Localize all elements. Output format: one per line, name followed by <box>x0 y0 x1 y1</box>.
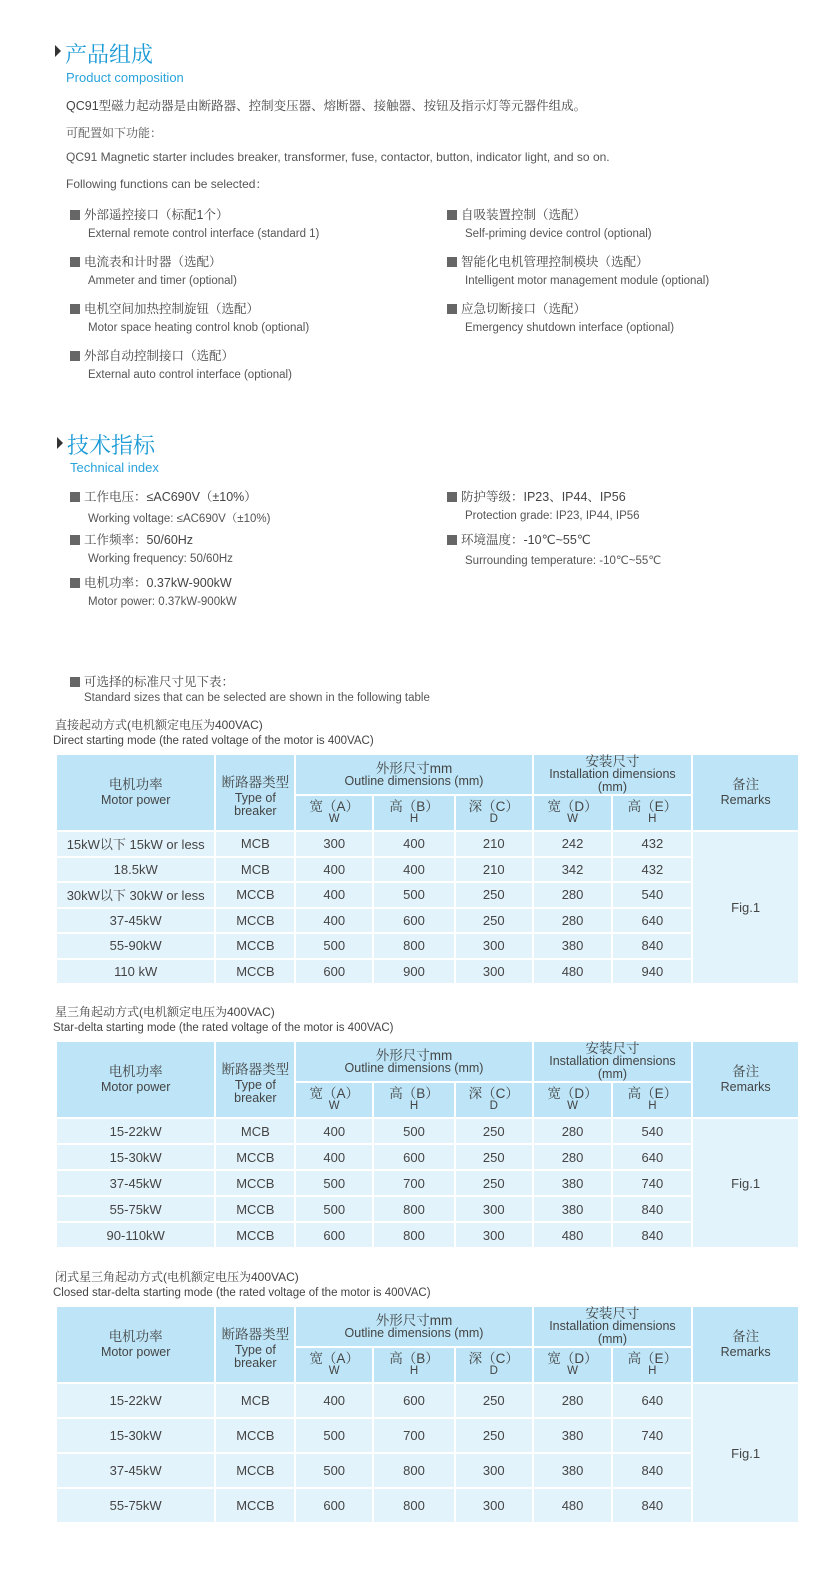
bullet-square-icon <box>70 304 80 314</box>
table-cell: 740 <box>612 1170 692 1196</box>
table-cell: 500 <box>373 1118 455 1144</box>
table-cell: 500 <box>295 1453 373 1488</box>
table-row <box>56 1488 799 1523</box>
table-cell: 380 <box>533 1453 613 1488</box>
table-cell: 55-90kW <box>56 933 215 959</box>
header-motor-power: 电机功率 Motor power <box>56 754 215 831</box>
table-cell: 840 <box>612 1488 692 1523</box>
feature-cn: 智能化电机管理控制模块（选配） <box>461 255 649 269</box>
table-cell: 900 <box>373 959 455 985</box>
section-marker-icon <box>55 45 61 57</box>
table-row <box>56 1144 799 1170</box>
feature-item <box>447 205 586 223</box>
table-cell: 500 <box>295 1170 373 1196</box>
table-cell: 30kW以下 30kW or less <box>56 882 215 908</box>
table-cell: 540 <box>612 1118 692 1144</box>
table-cell: 210 <box>455 831 533 857</box>
bullet-square-icon <box>70 257 80 267</box>
table-cell: 250 <box>455 1144 533 1170</box>
table-cell: MCCB <box>215 908 295 934</box>
table-row <box>56 882 799 908</box>
table-cell: 600 <box>295 1222 373 1248</box>
header-col: 高（B） H <box>373 795 455 831</box>
section-title: 产品组成 <box>65 42 154 67</box>
table-cell: 700 <box>373 1170 455 1196</box>
table-cell: 250 <box>455 908 533 934</box>
table-cell: 400 <box>295 1144 373 1170</box>
feature-item <box>447 530 591 548</box>
feature-cn: 电机空间加热控制旋钮（选配） <box>84 302 260 316</box>
table-cell: 640 <box>612 1383 692 1418</box>
feature-en: External remote control interface (standard 1) <box>88 228 320 240</box>
table-cell: 15-30kW <box>56 1418 215 1453</box>
feature-cn: 工作频率：50/60Hz <box>84 533 194 547</box>
feature-cn: 自吸装置控制（选配） <box>461 208 587 222</box>
feature-item <box>70 530 193 548</box>
feature-item <box>70 299 259 317</box>
table-cell: 800 <box>373 933 455 959</box>
feature-item <box>447 299 586 317</box>
table-cell: MCB <box>215 857 295 883</box>
table-cell: MCB <box>215 1118 295 1144</box>
table-cell: 640 <box>612 908 692 934</box>
sizes-cn: 可选择的标准尺寸见下表： <box>84 675 235 689</box>
table-cell: 840 <box>612 1453 692 1488</box>
table-caption-en: Star-delta starting mode (the rated voltage of the motor is 400VAC) <box>53 1022 394 1034</box>
feature-item <box>70 573 232 591</box>
feature-cn: 防护等级：IP23、IP44、IP56 <box>461 490 626 504</box>
header-col: 宽（A） W <box>295 1082 373 1118</box>
header-remarks: 备注 Remarks <box>692 754 799 831</box>
table-cell: MCCB <box>215 1418 295 1453</box>
feature-cn: 外部遥控接口（标配1个） <box>84 208 229 222</box>
table-cell: 250 <box>455 882 533 908</box>
bullet-square-icon <box>447 304 457 314</box>
feature-item <box>70 205 228 223</box>
section-marker-icon <box>57 437 63 449</box>
remark-cell: Fig.1 <box>692 1383 799 1523</box>
table-cell: 500 <box>295 1418 373 1453</box>
header-col: 高（B） H <box>373 1347 455 1383</box>
table-cell: 300 <box>455 1453 533 1488</box>
table-row <box>56 908 799 934</box>
header-col: 宽（D） W <box>533 795 613 831</box>
table-cell: 55-75kW <box>56 1488 215 1523</box>
table-cell: 540 <box>612 882 692 908</box>
header-install: 安装尺寸 Installation dimensions (mm) <box>533 1306 693 1347</box>
table-row <box>56 857 799 883</box>
table-cell: 432 <box>612 831 692 857</box>
table-cell: 840 <box>612 1222 692 1248</box>
dimension-table <box>55 753 800 985</box>
bullet-square-icon <box>70 535 80 545</box>
table-cell: 250 <box>455 1383 533 1418</box>
table-caption-cn: 闭式星三角起动方式(电机额定电压为400VAC) <box>55 1270 299 1284</box>
header-outline: 外形尺寸mm Outline dimensions (mm) <box>295 1041 532 1082</box>
paragraph: 可配置如下功能： <box>66 126 163 140</box>
table-row <box>56 1418 799 1453</box>
table-cell: 300 <box>455 959 533 985</box>
paragraph: QC91型磁力起动器是由断路器、控制变压器、熔断器、接触器、按钮及指示灯等元器件组成。 <box>66 99 587 113</box>
table-row <box>56 1453 799 1488</box>
table-cell: 480 <box>533 1488 613 1523</box>
table-cell: 940 <box>612 959 692 985</box>
table-cell: MCCB <box>215 959 295 985</box>
section-subtitle: Technical index <box>70 460 159 475</box>
dimension-table <box>55 1305 800 1524</box>
feature-en: Ammeter and timer (optional) <box>88 275 237 287</box>
header-col: 宽（A） W <box>295 795 373 831</box>
table-cell: 37-45kW <box>56 1453 215 1488</box>
paragraph: QC91 Magnetic starter includes breaker, transformer, fuse, contactor, button, indicator light, and so on. <box>66 150 610 164</box>
table-cell: 250 <box>455 1170 533 1196</box>
bullet-square-icon <box>70 351 80 361</box>
table-cell: 300 <box>455 1196 533 1222</box>
table-cell: 380 <box>533 933 613 959</box>
table-cell: 640 <box>612 1144 692 1170</box>
table-cell: 380 <box>533 1170 613 1196</box>
table-cell: 380 <box>533 1418 613 1453</box>
feature-en: Intelligent motor management module (optional) <box>465 275 710 287</box>
feature-cn: 工作电压：≤AC690V（±10%） <box>84 490 257 504</box>
table-cell: 300 <box>295 831 373 857</box>
table-cell: 37-45kW <box>56 908 215 934</box>
bullet-square-icon <box>70 492 80 502</box>
feature-cn: 环境温度：-10℃~55℃ <box>461 533 591 547</box>
table-cell: 400 <box>295 857 373 883</box>
feature-item <box>70 252 222 270</box>
table-cell: 280 <box>533 1383 613 1418</box>
table-cell: 600 <box>373 1383 455 1418</box>
bullet-square-icon <box>447 535 457 545</box>
bullet-square-icon <box>70 677 80 687</box>
header-col: 宽（D） W <box>533 1082 613 1118</box>
table-cell: 15kW以下 15kW or less <box>56 831 215 857</box>
feature-en: Motor space heating control knob (optional) <box>88 322 310 334</box>
section-title: 技术指标 <box>67 433 156 458</box>
header-outline: 外形尺寸mm Outline dimensions (mm) <box>295 1306 532 1347</box>
header-col: 高（E） H <box>612 795 692 831</box>
table-cell: 15-22kW <box>56 1118 215 1144</box>
header-breaker-type: 断路器类型 Type of breaker <box>215 1306 295 1383</box>
header-col: 高（B） H <box>373 1082 455 1118</box>
table-cell: 800 <box>373 1196 455 1222</box>
table-cell: 15-22kW <box>56 1383 215 1418</box>
table-cell: 90-110kW <box>56 1222 215 1248</box>
table-cell: 500 <box>295 933 373 959</box>
table-caption-cn: 星三角起动方式(电机额定电压为400VAC) <box>55 1005 275 1019</box>
sizes-note <box>70 672 234 690</box>
table-cell: 400 <box>295 1383 373 1418</box>
table-row <box>56 831 799 857</box>
table-cell: 37-45kW <box>56 1170 215 1196</box>
table-cell: 280 <box>533 1144 613 1170</box>
paragraph: Following functions can be selected： <box>66 177 268 191</box>
table-row <box>56 959 799 985</box>
table-cell: 432 <box>612 857 692 883</box>
table-cell: 400 <box>295 908 373 934</box>
table-cell: 840 <box>612 933 692 959</box>
feature-item <box>70 487 257 505</box>
table-cell: 280 <box>533 882 613 908</box>
table-cell: 700 <box>373 1418 455 1453</box>
table-cell: MCB <box>215 1383 295 1418</box>
table-cell: MCCB <box>215 933 295 959</box>
header-col: 深（C） D <box>455 795 533 831</box>
table-cell: 250 <box>455 1418 533 1453</box>
header-col: 高（E） H <box>612 1347 692 1383</box>
table-cell: 400 <box>373 831 455 857</box>
table-caption-en: Closed star-delta starting mode (the rated voltage of the motor is 400VAC) <box>53 1287 431 1299</box>
section-subtitle: Product composition <box>66 70 184 85</box>
table-cell: 380 <box>533 1196 613 1222</box>
bullet-square-icon <box>70 578 80 588</box>
feature-cn: 应急切断接口（选配） <box>461 302 587 316</box>
header-breaker-type: 断路器类型 Type of breaker <box>215 1041 295 1118</box>
header-col: 宽（A） W <box>295 1347 373 1383</box>
table-cell: 600 <box>295 1488 373 1523</box>
header-outline: 外形尺寸mm Outline dimensions (mm) <box>295 754 532 795</box>
table-caption-en: Direct starting mode (the rated voltage of the motor is 400VAC) <box>53 735 374 747</box>
table-cell: 55-75kW <box>56 1196 215 1222</box>
table-row <box>56 1170 799 1196</box>
header-motor-power: 电机功率 Motor power <box>56 1306 215 1383</box>
table-row <box>56 1118 799 1144</box>
header-breaker-type: 断路器类型 Type of breaker <box>215 754 295 831</box>
header-col: 深（C） D <box>455 1347 533 1383</box>
table-cell: 400 <box>373 857 455 883</box>
table-cell: 500 <box>373 882 455 908</box>
table-cell: 210 <box>455 857 533 883</box>
table-cell: 600 <box>295 959 373 985</box>
table-cell: 800 <box>373 1488 455 1523</box>
bullet-square-icon <box>70 210 80 220</box>
bullet-square-icon <box>447 257 457 267</box>
table-cell: MCCB <box>215 1196 295 1222</box>
table-cell: 400 <box>295 1118 373 1144</box>
remark-cell: Fig.1 <box>692 831 799 984</box>
table-cell: 242 <box>533 831 613 857</box>
table-row <box>56 1383 799 1418</box>
feature-cn: 电机功率：0.37kW-900kW <box>84 576 232 590</box>
table-cell: MCCB <box>215 1170 295 1196</box>
feature-cn: 电流表和计时器（选配） <box>84 255 222 269</box>
dimension-table <box>55 1040 800 1249</box>
feature-en: Working voltage: ≤AC690V（±10%) <box>88 513 271 525</box>
table-cell: MCCB <box>215 882 295 908</box>
table-cell: 800 <box>373 1222 455 1248</box>
remark-cell: Fig.1 <box>692 1118 799 1248</box>
feature-cn: 外部自动控制接口（选配） <box>84 349 235 363</box>
table-cell: MCCB <box>215 1144 295 1170</box>
sizes-en: Standard sizes that can be selected are shown in the following table <box>84 692 430 704</box>
header-remarks: 备注 Remarks <box>692 1041 799 1118</box>
table-cell: 250 <box>455 1118 533 1144</box>
table-cell: 110 kW <box>56 959 215 985</box>
header-col: 深（C） D <box>455 1082 533 1118</box>
header-remarks: 备注 Remarks <box>692 1306 799 1383</box>
feature-en: Protection grade: IP23, IP44, IP56 <box>465 510 640 522</box>
header-install: 安装尺寸 Installation dimensions (mm) <box>533 1041 693 1082</box>
table-cell: MCCB <box>215 1488 295 1523</box>
header-col: 宽（D） W <box>533 1347 613 1383</box>
table-cell: 280 <box>533 908 613 934</box>
table-cell: 300 <box>455 933 533 959</box>
feature-item <box>447 252 649 270</box>
table-cell: 740 <box>612 1418 692 1453</box>
feature-en: Motor power: 0.37kW-900kW <box>88 596 237 608</box>
table-cell: 480 <box>533 1222 613 1248</box>
table-cell: 342 <box>533 857 613 883</box>
table-cell: 800 <box>373 1453 455 1488</box>
feature-item <box>447 487 626 505</box>
feature-en: Surrounding temperature: -10℃~55℃ <box>465 555 662 567</box>
feature-en: External auto control interface (optional) <box>88 369 292 381</box>
table-cell: 18.5kW <box>56 857 215 883</box>
table-cell: 300 <box>455 1222 533 1248</box>
table-cell: 15-30kW <box>56 1144 215 1170</box>
table-cell: MCB <box>215 831 295 857</box>
table-cell: 300 <box>455 1488 533 1523</box>
table-row <box>56 933 799 959</box>
table-cell: MCCB <box>215 1222 295 1248</box>
header-motor-power: 电机功率 Motor power <box>56 1041 215 1118</box>
feature-en: Working frequency: 50/60Hz <box>88 553 233 565</box>
feature-en: Self-priming device control (optional) <box>465 228 652 240</box>
table-cell: 400 <box>295 882 373 908</box>
table-cell: MCCB <box>215 1453 295 1488</box>
header-col: 高（E） H <box>612 1082 692 1118</box>
table-cell: 480 <box>533 959 613 985</box>
table-row <box>56 1222 799 1248</box>
table-cell: 500 <box>295 1196 373 1222</box>
table-row <box>56 1196 799 1222</box>
feature-en: Emergency shutdown interface (optional) <box>465 322 675 334</box>
bullet-square-icon <box>447 492 457 502</box>
bullet-square-icon <box>447 210 457 220</box>
table-caption-cn: 直接起动方式(电机额定电压为400VAC) <box>55 718 263 732</box>
table-cell: 600 <box>373 1144 455 1170</box>
header-install: 安装尺寸 Installation dimensions (mm) <box>533 754 693 795</box>
table-cell: 600 <box>373 908 455 934</box>
table-cell: 280 <box>533 1118 613 1144</box>
table-cell: 840 <box>612 1196 692 1222</box>
feature-item <box>70 346 234 364</box>
